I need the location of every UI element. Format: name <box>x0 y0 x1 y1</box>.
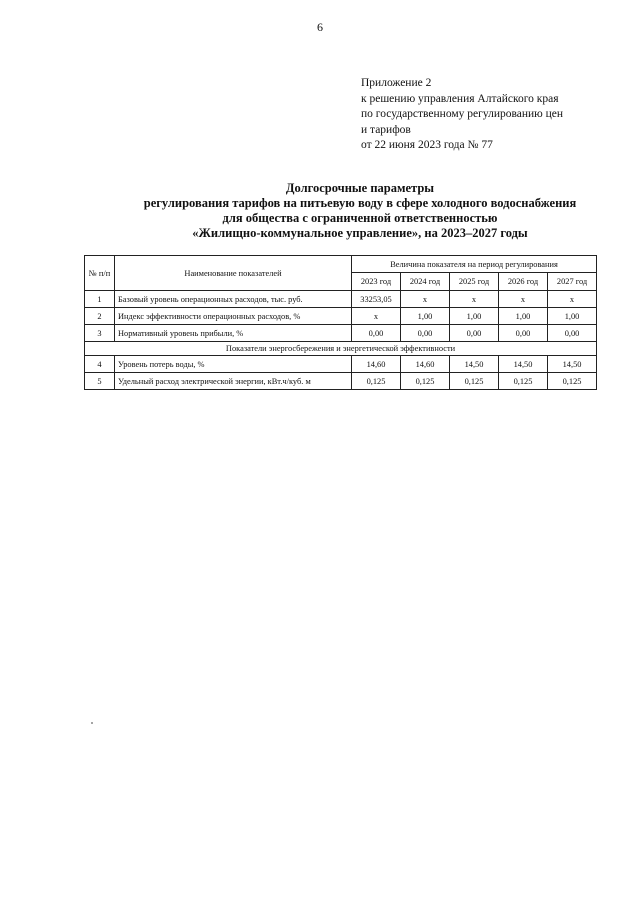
row-value: x <box>499 291 548 308</box>
row-value: 14,60 <box>352 356 401 373</box>
row-value: 0,00 <box>401 325 450 342</box>
row-value: 1,00 <box>401 308 450 325</box>
row-value: 0,125 <box>499 373 548 390</box>
row-name: Базовый уровень операционных расходов, тыс. руб. <box>115 291 352 308</box>
row-value: 0,00 <box>499 325 548 342</box>
appendix-line: Приложение 2 <box>361 77 432 89</box>
row-value: 0,125 <box>548 373 597 390</box>
row-value: 1,00 <box>450 308 499 325</box>
row-value: 0,00 <box>450 325 499 342</box>
row-number: 2 <box>85 308 115 325</box>
table-row <box>85 291 597 308</box>
row-value: x <box>352 308 401 325</box>
row-name: Удельный расход электрической энергии, кВт.ч/куб. м <box>115 373 352 390</box>
row-value: x <box>548 291 597 308</box>
row-value: 14,50 <box>548 356 597 373</box>
row-value: x <box>450 291 499 308</box>
row-name: Нормативный уровень прибыли, % <box>115 325 352 342</box>
header-year: 2025 год <box>450 273 499 291</box>
document-title <box>80 181 640 241</box>
table-row <box>85 308 597 325</box>
title-line: «Жилищно-коммунальное управление», на 2023–2027 годы <box>192 226 528 240</box>
row-value: 0,125 <box>401 373 450 390</box>
appendix-line: и тарифов <box>361 123 411 136</box>
row-value: 0,00 <box>548 325 597 342</box>
row-value: x <box>401 291 450 308</box>
page-number: 6 <box>317 20 323 34</box>
header-year: 2024 год <box>401 273 450 291</box>
title-line: для общества с ограниченной ответственностью <box>222 211 498 225</box>
row-number: 3 <box>85 325 115 342</box>
section-title: Показатели энергосбережения и энергетической эффективности <box>85 342 597 356</box>
appendix-line: по государственному регулированию цен <box>361 108 564 120</box>
table-header-row <box>85 256 597 273</box>
row-number: 4 <box>85 356 115 373</box>
header-year: 2023 год <box>352 273 401 291</box>
header-year: 2027 год <box>548 273 597 291</box>
row-value: 0,125 <box>352 373 401 390</box>
row-value: 0,00 <box>352 325 401 342</box>
header-name: Наименование показателей <box>115 256 352 291</box>
row-name: Уровень потерь воды, % <box>115 356 352 373</box>
row-value: 14,60 <box>401 356 450 373</box>
header-period: Величина показателя на период регулирования <box>352 256 597 273</box>
table-row <box>85 356 597 373</box>
row-value: 1,00 <box>499 308 548 325</box>
table-row <box>85 325 597 342</box>
row-value: 14,50 <box>450 356 499 373</box>
row-name: Индекс эффективности операционных расходов, % <box>115 308 352 325</box>
scan-speck <box>91 722 93 724</box>
row-number: 1 <box>85 291 115 308</box>
parameters-table <box>84 255 597 390</box>
appendix-block <box>361 76 563 154</box>
header-number: № п/п <box>85 256 115 291</box>
title-line: Долгосрочные параметры <box>285 181 435 195</box>
row-value: 14,50 <box>499 356 548 373</box>
table-section-row <box>85 342 597 356</box>
row-number: 5 <box>85 373 115 390</box>
title-line: регулирования тарифов на питьевую воду в сфере холодного водоснабжения <box>143 196 577 210</box>
header-year: 2026 год <box>499 273 548 291</box>
row-value: 33253,05 <box>352 291 401 308</box>
table-row <box>85 373 597 390</box>
row-value: 0,125 <box>450 373 499 390</box>
appendix-line: к решению управления Алтайского края <box>361 92 559 105</box>
appendix-line: от 22 июня 2023 года № 77 <box>361 139 493 151</box>
row-value: 1,00 <box>548 308 597 325</box>
